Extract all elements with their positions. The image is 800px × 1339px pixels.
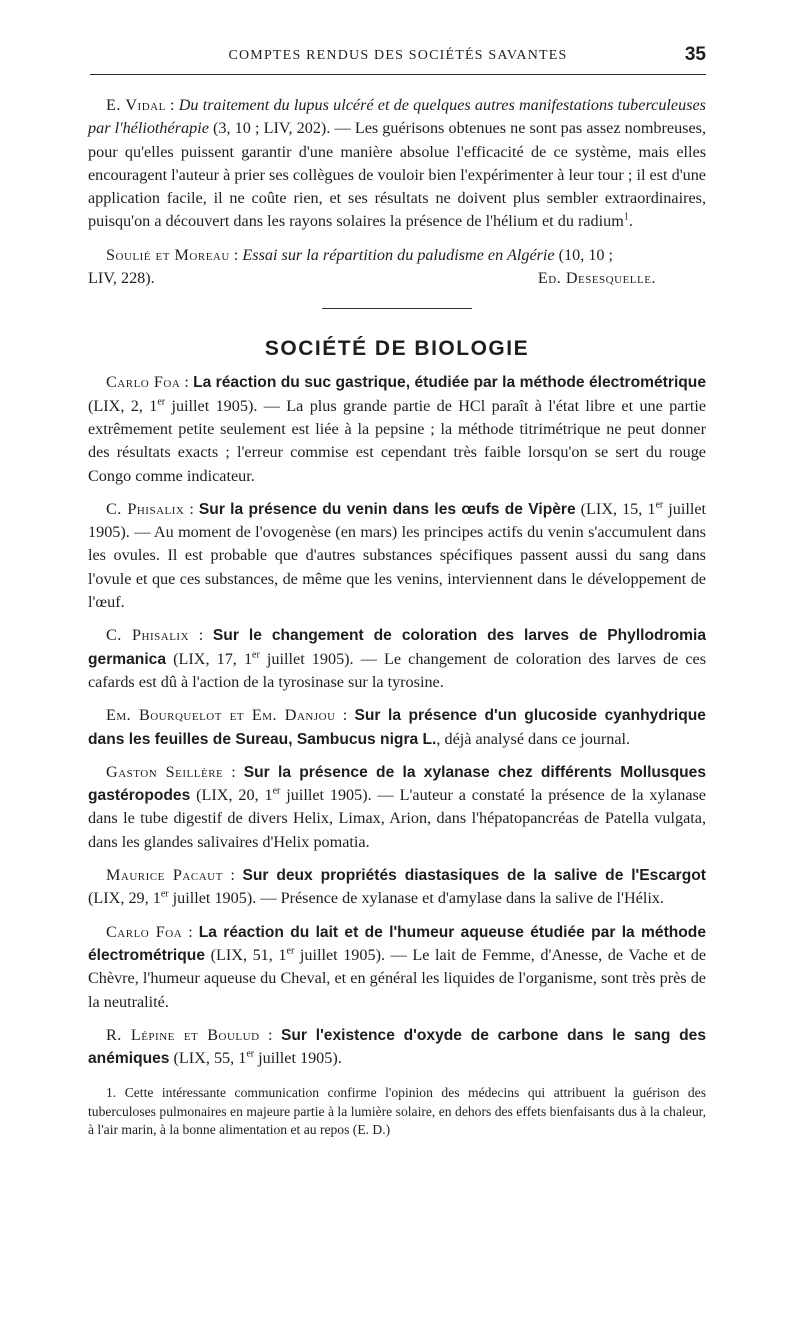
entry-reference-end: juillet 1905). — bbox=[168, 889, 281, 908]
ordinal-sup: er bbox=[157, 396, 166, 408]
entry-separator: : bbox=[182, 922, 199, 941]
entry-separator: : bbox=[259, 1025, 281, 1044]
entry-reference-end: juillet 1905). — bbox=[259, 649, 384, 668]
entry-text: Le lait de Femme, d'Anesse, de Vache et de Chèvre, l'humeur aqueuse du Cheval, et en général les liquides de l'organisme, sont très près de la neutralité. bbox=[88, 945, 707, 1011]
entry-foa-1 bbox=[88, 371, 706, 487]
entry-author: E. Vidal bbox=[106, 96, 166, 114]
ordinal-sup: er bbox=[286, 945, 295, 957]
entry-separator: : bbox=[180, 373, 194, 392]
footnote-text: Cette intéressante communication confirme l'opinion des médecins qui attribuent la guérison des tuberculoses pulmonaires en majeure partie à la lumière solaire, en dehors des effets bienfaisants dus à la chaleur, à l'air marin, à la bonne alimentation et au repos (E. D.) bbox=[88, 1085, 706, 1138]
page-number: 35 bbox=[684, 44, 706, 65]
entry-author: Maurice Pacaut bbox=[106, 866, 223, 885]
entry-title: Sur deux propriétés diastasiques de la salive de l'Escargot bbox=[242, 867, 706, 885]
entry-reference: (LIX, 51, 1 bbox=[205, 945, 287, 964]
entry-author: Gaston Seillère bbox=[106, 762, 224, 781]
entry-pacaut bbox=[88, 864, 706, 911]
entry-reference: (LIX, 29, 1 bbox=[88, 889, 161, 908]
reference-signature-line bbox=[88, 267, 706, 290]
entry-foa-2 bbox=[88, 921, 706, 1014]
entry-text: L'auteur a constaté la présence de la xylanase dans le tube digestif de divers Helix, Limax, Arion, dans l'hépatopancréas de Patella vulgata, dans les glandes salivaires d'Helix pomatia. bbox=[88, 786, 706, 851]
entry-text: , déjà analysé dans ce journal. bbox=[436, 729, 631, 748]
footnote-marker: 1 bbox=[623, 212, 629, 224]
footnote-number: 1. bbox=[106, 1085, 117, 1101]
entry-author: R. Lépine et Boulud bbox=[106, 1025, 260, 1044]
entry-reference: (3, 10 ; LIV, 202). — bbox=[208, 119, 355, 138]
entry-separator: : bbox=[335, 706, 355, 725]
ordinal-sup: er bbox=[246, 1048, 255, 1060]
entry-title: La réaction du lait et de l'humeur aqueuse étudiée par la méthode électrométrique bbox=[88, 923, 707, 964]
entry-soulie bbox=[88, 244, 706, 267]
entry-text: La plus grande partie de HCl paraît à l'état libre et une partie extrêmement petite seulement est liée à la pepsine ; la méthode titrimétrique ne peut donner des résultats exacts ; l'erreur commise est cependant très faible lorsqu'on se sert du rouge Congo comme indicateur. bbox=[88, 396, 707, 485]
entry-reference: (LIX, 2, 1 bbox=[88, 396, 158, 415]
entry-seillere bbox=[88, 761, 706, 854]
entry-separator: : bbox=[222, 866, 243, 885]
entry-reference-end: juillet 1905). — bbox=[165, 396, 287, 415]
entry-separator: : bbox=[184, 499, 199, 518]
entry-reference-end: juillet 1905). — bbox=[280, 786, 400, 805]
ordinal-sup: er bbox=[252, 649, 260, 661]
entry-author: Carlo Foa bbox=[106, 373, 181, 392]
entry-title: Essai sur la répartition du paludisme en Algérie bbox=[242, 245, 555, 264]
page-body bbox=[88, 94, 706, 1140]
entry-text: Au moment de l'ovogenèse (en mars) les principes actifs du venin s'accumulent dans les ovules. Il est probable que d'autres substances spécifiques passent aussi du sang dans l'ovule et que ces substances, de même que les venins, interviennent dans le développement de l'œuf. bbox=[88, 523, 706, 612]
entry-author: Soulié et Moreau bbox=[106, 245, 230, 264]
entry-title: La réaction du suc gastrique, étudiée par la méthode électrométrique bbox=[193, 374, 706, 392]
entry-author: C. Phisalix bbox=[106, 499, 185, 518]
entry-phisalix-1 bbox=[88, 498, 706, 614]
entry-author: Carlo Foa bbox=[106, 922, 183, 941]
ordinal-sup: er bbox=[272, 785, 281, 797]
entry-separator: : bbox=[229, 245, 243, 264]
entry-reference: (LIX, 17, 1 bbox=[166, 649, 253, 668]
entry-reference-end: juillet 1905). bbox=[254, 1049, 342, 1068]
ordinal-sup: er bbox=[160, 888, 169, 900]
entry-reference: LIV, 228). bbox=[88, 269, 155, 288]
entry-title: Du traitement du lupus ulcéré et de quelques autres manifestations tuberculeuses par l'héliothérapie bbox=[88, 96, 706, 138]
entry-reference: (LIX, 55, 1 bbox=[169, 1049, 247, 1068]
entry-title: Sur l'existence d'oxyde de carbone dans le sang des anémiques bbox=[88, 1026, 707, 1068]
entry-title: Sur le changement de coloration des larves de Phyllodromia germanica bbox=[88, 627, 707, 668]
page-header bbox=[90, 44, 706, 75]
entry-separator: : bbox=[223, 762, 244, 781]
entry-author: Em. Bourquelot et Em. Danjou bbox=[106, 706, 336, 725]
entry-reference-end: juillet 1905). — bbox=[294, 945, 413, 964]
footnote bbox=[88, 1084, 706, 1139]
section-divider bbox=[322, 308, 472, 309]
entry-reference-end: juillet 1905). — bbox=[88, 499, 707, 542]
entry-title: Sur la présence d'un glucoside cyanhydrique dans les feuilles de Sureau, Sambucus nigra L. bbox=[88, 707, 706, 748]
entry-separator: : bbox=[189, 626, 213, 645]
entry-phisalix-2 bbox=[88, 624, 706, 694]
entry-text: Les guérisons obtenues ne sont pas assez nombreuses, pour qu'elles puissent garantir d'une manière absolue l'efficacité de ce système, mais elles encouragent l'auteur à prier ses collègues de vouloir bien l'expérimenter à leur tour ; il est d'une application facile, il ne coûte rien, et ses résultats ne doivent plus sembler extraordinaires, puisqu'on a découvert dans les rayons solaires la présence de l'hélium et du radium bbox=[88, 119, 707, 231]
entry-title: Sur la présence de la xylanase chez différents Mollusques gastéropodes bbox=[88, 763, 706, 805]
running-head: COMPTES RENDUS DES SOCIÉTÉS SAVANTES bbox=[228, 48, 568, 63]
entry-text: Le changement de coloration des larves de ces cafards est dû à l'action de la tyrosinase sur la tyrosine. bbox=[88, 649, 707, 691]
entry-bourquelot bbox=[88, 704, 706, 751]
entry-text: Présence de xylanase et d'amylase dans la salive de l'Hélix. bbox=[280, 889, 664, 908]
entry-lepine bbox=[88, 1024, 706, 1071]
entry-reference: (10, 10 ; bbox=[554, 245, 614, 264]
entry-vidal bbox=[88, 94, 706, 234]
ordinal-sup: er bbox=[655, 499, 664, 511]
entry-reference: (LIX, 15, 1 bbox=[575, 499, 656, 518]
entry-author: C. Phisalix bbox=[106, 626, 190, 645]
entry-title: Sur la présence du venin dans les œufs de Vipère bbox=[198, 500, 576, 518]
entry-reference: (LIX, 20, 1 bbox=[190, 786, 273, 805]
entry-separator: : bbox=[165, 96, 179, 114]
reviewer-signature: Ed. Desesquelle. bbox=[537, 269, 656, 288]
entry-end: . bbox=[628, 212, 633, 231]
section-title: SOCIÉTÉ DE BIOLOGIE bbox=[264, 337, 530, 361]
